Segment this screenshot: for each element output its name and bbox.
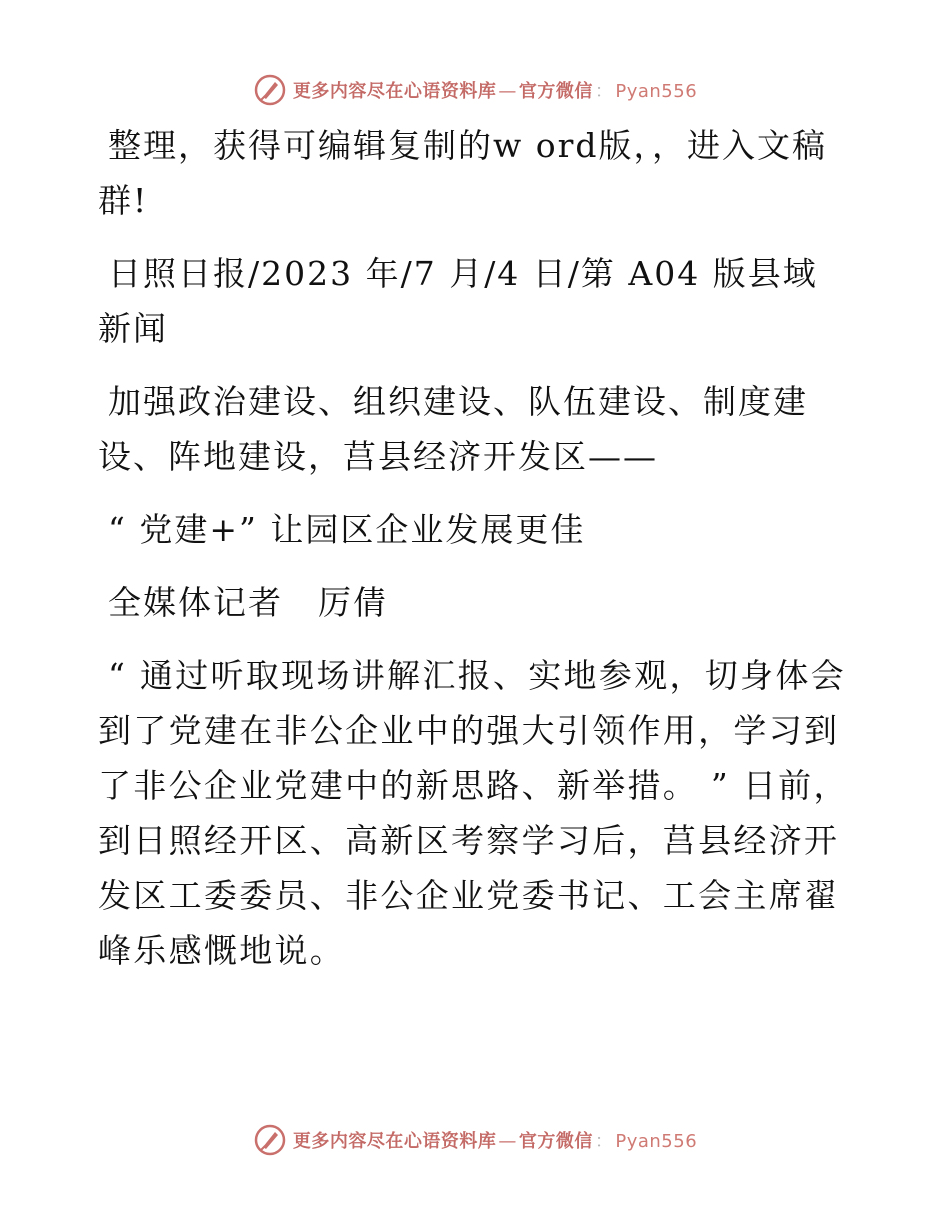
watermark-wechat-id: Pyan556 (615, 1131, 698, 1152)
watermark-colon: ： (594, 1131, 614, 1152)
quill-pen-seal-icon (253, 1123, 287, 1157)
watermark-colon: ： (594, 81, 614, 102)
header-watermark (0, 70, 950, 110)
watermark-text (293, 77, 697, 103)
watermark-wechat-id: Pyan556 (615, 81, 698, 102)
paragraph-intro: 整理，获得可编辑复制的w ord版，，进入文稿群! (98, 126, 828, 220)
article-paragraph: “ 通过听取现场讲解汇报、实地参观，切身体会到了党建在非公企业中的强大引领作用，学习到了非公企业党建中的新思路、新举措。 ” 日前，到日照经开区、高新区考察学习后，莒县经济开发区工委委员、非公企业党委书记、工会主席翟峰乐感慨地说。 (98, 656, 849, 970)
article-byline: 全媒体记者 厉倩 (108, 583, 388, 622)
watermark-wechat-label: 官方微信 (518, 1131, 593, 1152)
paragraph-subtitle: 加强政治建设、组织建设、队伍建设、制度建设、阵地建设，莒县经济开发区—— (98, 382, 808, 476)
footer-watermark (0, 1120, 950, 1160)
document-body (98, 118, 850, 996)
watermark-site-name: 更多内容尽在心语资料库 (292, 1131, 497, 1152)
article-title: “ 党建+” 让园区企业发展更佳 (108, 510, 586, 549)
watermark-wechat-label: 官方微信 (518, 81, 593, 102)
watermark-site-name: 更多内容尽在心语资料库 (292, 81, 497, 102)
watermark-text (293, 1127, 697, 1153)
paragraph-source: 日照日报/2023 年/7 月/4 日/第 A04 版县域新闻 (98, 254, 818, 348)
watermark-dash: — (498, 81, 517, 102)
quill-pen-seal-icon (253, 73, 287, 107)
watermark-dash: — (498, 1131, 517, 1152)
